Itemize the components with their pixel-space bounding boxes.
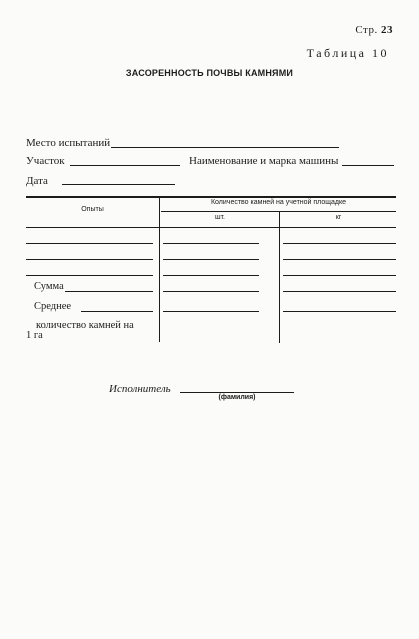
sum-label: Сумма — [34, 281, 64, 292]
plot-line[interactable] — [70, 165, 180, 166]
page-number-value: 23 — [381, 24, 393, 36]
table-label: Таблица 10 — [306, 46, 389, 60]
row-1-line-pieces[interactable] — [163, 243, 259, 244]
column-experiments-header: Опыты — [81, 206, 104, 213]
table-divider-sub — [279, 212, 280, 343]
date-label: Дата — [26, 175, 48, 187]
table-divider-main — [159, 197, 160, 342]
plot-label: Участок — [26, 155, 65, 167]
row-3-line-kg[interactable] — [283, 275, 396, 276]
test-site-label: Место испытаний — [26, 137, 111, 149]
sum-line-experiments[interactable] — [65, 291, 153, 292]
table-top-rule — [26, 196, 396, 198]
sum-line-pieces[interactable] — [163, 291, 259, 292]
test-site-line[interactable] — [111, 147, 339, 148]
row-2-line-kg[interactable] — [283, 259, 396, 260]
row-2-line-pieces[interactable] — [163, 259, 259, 260]
average-line-kg[interactable] — [283, 311, 396, 312]
machine-line[interactable] — [342, 165, 394, 166]
row-3-line-experiments[interactable] — [26, 275, 153, 276]
sum-line-kg[interactable] — [283, 291, 396, 292]
date-line[interactable] — [62, 184, 175, 185]
per-hectare-unit: 1 га — [26, 330, 43, 341]
table-header-rule — [26, 227, 396, 228]
row-1-line-kg[interactable] — [283, 243, 396, 244]
average-label: Среднее — [34, 301, 72, 312]
page-number — [355, 24, 393, 36]
row-1-line-experiments[interactable] — [26, 243, 153, 244]
machine-label: Наименование и марка машины — [189, 155, 339, 167]
row-2-line-experiments[interactable] — [26, 259, 153, 260]
surname-caption: (фамилия) — [218, 394, 256, 401]
executor-signature-line[interactable] — [180, 392, 294, 393]
column-stone-count-header: Количество камней на учетной площадке — [210, 199, 347, 206]
page-prefix: Стр. — [355, 24, 378, 36]
average-line-experiments[interactable] — [81, 311, 153, 312]
column-kg-header: кг — [335, 214, 342, 221]
executor-label: Исполнитель — [109, 383, 171, 395]
per-hectare-label: количество камней на — [36, 320, 134, 331]
document-title: ЗАСОРЕННОСТЬ ПОЧВЫ КАМНЯМИ — [125, 68, 294, 78]
average-line-pieces[interactable] — [163, 311, 259, 312]
row-3-line-pieces[interactable] — [163, 275, 259, 276]
column-pieces-header: шт. — [215, 214, 225, 221]
